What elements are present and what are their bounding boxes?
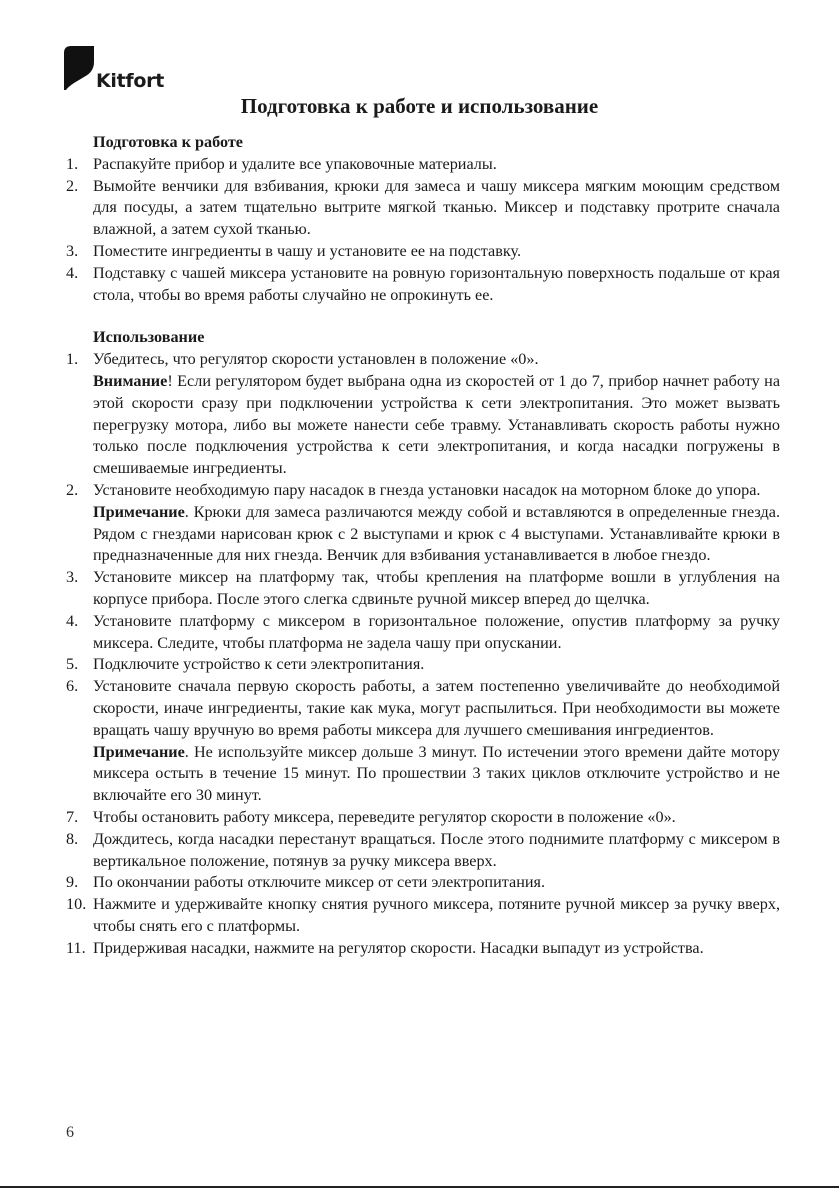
list-item-number: 2. <box>66 176 79 195</box>
list-item-text: Придерживая насадки, нажмите на регулятор скорости. Насадки выпадут из устройства. <box>93 938 704 957</box>
list-item-text: Чтобы остановить работу миксера, переведите регулятор скорости в положение «0». <box>93 807 676 826</box>
numbered-list <box>66 349 780 959</box>
list-item <box>66 480 780 567</box>
list-item-text: Поместите ингредиенты в чашу и установите ее на подставку. <box>93 241 522 260</box>
list-item-body <box>93 872 780 894</box>
list-item-text: Дождитесь, когда насадки перестанут вращаться. После этого поднимите платформу с миксером в вертикальное положение, потянув за ручку миксера вверх. <box>93 829 780 870</box>
list-item-text: Распакуйте прибор и удалите все упаковочные материалы. <box>93 154 497 173</box>
list-item-body <box>93 567 780 611</box>
list-item-number: 6. <box>66 677 79 696</box>
list-item-body <box>93 154 780 176</box>
list-item-text: Нажмите и удерживайте кнопку снятия ручного миксера, потяните ручной миксер за ручку вверх, чтобы снять его с платформы. <box>93 895 780 935</box>
list-item <box>66 872 780 894</box>
kitfort-logo-icon <box>64 46 94 90</box>
list-item-text: Вымойте венчики для взбивания, крюки для замеса и чашу миксера мягким моющим средством для посуды, а затем тщательно вытрите мягкой тканью. Миксер и подставку протрите сначала влажной, а затем сухой тканью. <box>93 176 780 239</box>
list-item-body <box>93 829 780 873</box>
list-item-body <box>93 263 780 307</box>
list-item-text: Установите платформу с миксером в горизонтальное положение, опустив платформу за ручку миксера. Следите, чтобы платформа не задела чашу при опускании. <box>93 611 780 652</box>
list-item-number: 9. <box>66 873 79 892</box>
list-item <box>66 829 780 873</box>
list-item-number: 3. <box>66 241 79 260</box>
brand-logo <box>64 46 164 90</box>
list-item <box>66 611 780 655</box>
list-item-number: 5. <box>66 655 79 674</box>
list-item-number: 4. <box>66 263 79 282</box>
note-text: ! Если регулятором будет выбрана одна из скоростей от 1 до 7, прибор начнет работу на этой скорости сразу при подключении устройства к сети электропитания. Это может вызвать перегрузку мотора, либо вы можете нанести себе травму. Устанавливать скорость работы нужно только после подключения устройства к сети электропитания, и когда насадки погружены в смешиваемые ингредиенты. <box>93 371 780 478</box>
list-item-body <box>93 480 780 567</box>
list-item <box>66 241 780 263</box>
list-item <box>66 676 780 807</box>
list-item-number: 10. <box>66 895 87 914</box>
list-item-text: Установите сначала первую скорость работы, а затем постепенно увеличивайте до необходимой скорости, иначе ингредиенты, такие как мука, могут распылиться. При необходимости вы можете вращать чашу вручную во время работы миксера для лучшего смешивания ингредиентов. <box>93 677 780 739</box>
list-item-number: 4. <box>66 611 79 630</box>
note-lead: Примечание <box>93 742 185 761</box>
numbered-list <box>66 154 780 307</box>
list-item-body <box>93 807 780 829</box>
list-item-number: 1. <box>66 350 79 369</box>
list-item-body <box>93 676 780 807</box>
list-item-text: Установите необходимую пару насадок в гнезда установки насадок на моторном блоке до упора. <box>93 480 761 499</box>
list-item-number: 1. <box>66 154 79 173</box>
list-item-text: По окончании работы отключите миксер от сети электропитания. <box>93 873 546 892</box>
list-item-body <box>93 241 780 263</box>
list-item-text: Подставку с чашей миксера установите на ровную горизонтальную поверхность подальше от края стола, чтобы во время работы случайно не опрокинуть ее. <box>93 263 780 304</box>
list-item-body <box>93 611 780 655</box>
list-item-body <box>93 349 780 480</box>
note-lead: Внимание <box>93 371 168 390</box>
list-item-text: Убедитесь, что регулятор скорости установлен в положение «0». <box>93 350 539 369</box>
list-item-body <box>93 894 780 938</box>
note-lead: Примечание <box>93 502 185 521</box>
list-item-number: 8. <box>66 829 79 848</box>
list-item-body <box>93 654 780 676</box>
section-spacer <box>66 306 780 327</box>
brand-name: Kitfort <box>96 70 164 92</box>
list-item <box>66 349 780 480</box>
list-item-number: 3. <box>66 568 79 587</box>
list-item-body <box>93 938 780 960</box>
page-number: 6 <box>66 1124 74 1141</box>
list-item <box>66 938 780 960</box>
section-heading: Подготовка к работе <box>93 133 243 151</box>
list-item <box>66 807 780 829</box>
list-item <box>66 567 780 611</box>
page-title: Подготовка к работе и использование <box>240 94 599 118</box>
list-item <box>66 154 780 176</box>
list-item <box>66 263 780 307</box>
list-item-note <box>93 502 780 567</box>
list-item-text: Подключите устройство к сети электропитания. <box>93 655 425 674</box>
list-item <box>66 654 780 676</box>
note-text: . Не используйте миксер дольше 3 минут. По истечении этого времени дайте мотору миксера остыть в течение 15 минут. По прошествии 3 таких циклов отключите устройство и не включайте его 30 минут. <box>93 742 780 805</box>
list-item-note <box>93 371 780 480</box>
list-item-note <box>93 742 780 807</box>
list-item-number: 2. <box>66 480 79 499</box>
list-item <box>66 176 780 241</box>
list-item-number: 11. <box>66 938 86 957</box>
list-item <box>66 894 780 938</box>
list-item-number: 7. <box>66 807 79 826</box>
list-item-text: Установите миксер на платформу так, чтобы крепления на платформе вошли в углубления на корпусе прибора. После этого слегка сдвиньте ручной миксер вперед до щелчка. <box>93 568 780 608</box>
list-item-body <box>93 176 780 241</box>
section-heading: Использование <box>93 328 205 347</box>
document-body <box>66 132 780 959</box>
note-text: . Крюки для замеса различаются между собой и вставляются в определенные гнезда. Рядом с гнездами нарисован крюк с 2 выступами и крюк с 4 выступами. Устанавливайте крюки в предназначенные для них гнезда. Венчик для взбивания устанавливается в любое гнездо. <box>93 502 780 565</box>
